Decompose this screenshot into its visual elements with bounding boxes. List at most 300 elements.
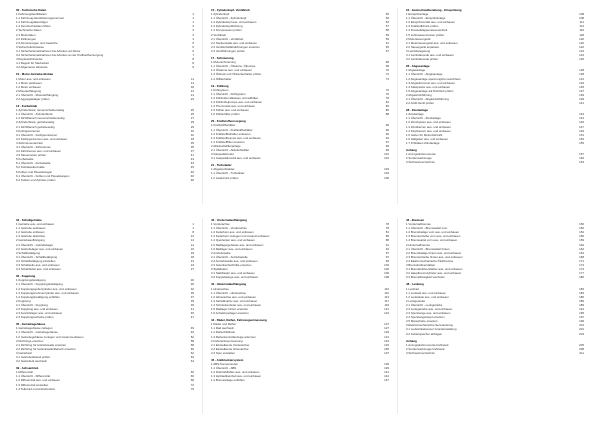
toc-page-number: 76 [385,91,389,96]
toc-entry [16,178,194,182]
toc-page-number: 191 [579,306,584,311]
toc-page-number: 147 [384,378,389,383]
toc-entry-title: 1.3 Hydraulikeinheit aus- und einbauen [211,374,262,379]
toc-page-number: 108 [579,16,584,21]
toc-page-number: 122 [579,44,584,49]
toc-entry-title: 3 Lambdaregelung [406,48,431,53]
toc-page-number: 124 [579,48,584,53]
toc-entry [211,112,389,116]
toc-entry-title: 3.3 Bremsflüssigkeit wechseln [406,275,445,280]
toc-page-number: 68 [385,64,389,69]
toc-entry [406,57,584,61]
toc-entry-title: 1.1 Übersicht - Bremssattel vorn [406,226,448,231]
toc-page-number: 33 [190,136,194,141]
toc-page-number: 152 [579,230,584,235]
toc-page-number: 156 [579,234,584,239]
toc-entry-title: 3.1 Stabilisator aus- und einbauen [211,271,255,276]
toc-entry-title: 2.4 Kupplungsscheibe prüfen [16,315,54,320]
toc-entry-title: 1.2 Drehzahlfühler aus- und einbauen [211,370,260,375]
toc-entry-title: 1.2 Kraftstoffbehälter entleeren [211,131,251,136]
toc-page-number: 114 [579,24,584,29]
toc-page-number: 116 [579,28,584,33]
toc-page-number: 131 [384,334,389,339]
toc-page-number: 68 [385,60,389,65]
toc-entry-title: 1.4 Thermostat aus- und einbauen [211,104,256,109]
toc-page-number: 174 [579,263,584,268]
toc-page-number: 128 [579,72,584,77]
toc-entry-title: 1.2 Getriebegehäuse zerlegen und zusammenbauen [16,334,84,339]
toc-entry-title: 1 Einspritzanlage [406,12,429,17]
toc-page-number: 137 [384,350,389,355]
toc-page-number: 48 [190,177,194,182]
toc-page-number: 201 [579,327,584,332]
toc-entry-title: 3.1 Gaspedalmodul aus- und einbauen [211,156,261,161]
toc-page-number: 70 [385,68,389,73]
toc-page-number: 153 [579,136,584,141]
toc-entry-title: 1.5 Radlager hinten ersetzen [211,306,249,311]
toc-page-number: 49 [190,326,194,331]
toc-entry-title: 1.3 Kupplungsnehmerzylinder aus- und einbauen [16,290,79,295]
toc-entry-title: 2 Dichtringe ersetzen [16,338,44,343]
toc-entry-title: 1.3 Kraftstoffpumpe aus- und einbauen [211,135,261,140]
toc-entry-title: 1.4 Drosselklappensteuereinheit [406,28,448,33]
toc-entry-title: 1 Vorderradbremse [406,222,431,227]
toc-page-number: 94 [385,135,389,140]
toc-entry-title: 1.4 Kompression prüfen [211,28,242,33]
toc-page-number: 14 [190,238,194,243]
toc-entry-title: 3 Sicherheitshinweise [16,44,44,49]
toc-page-number: 30 [190,278,194,283]
toc-entry-title: 3.1 Sicherheitsmaßnahmen bei Arbeiten am Motor [16,48,81,53]
toc-entry-title: 1.6 Achskörperlager ersetzen [211,311,249,316]
toc-entry [211,351,389,355]
toc-page-number: 151 [579,132,584,137]
toc-page-number: 113 [384,294,389,299]
toc-entry-title: 2.3 Spur einstellen [211,350,235,355]
toc-entry-title: 2.4 Spurstangenkopf ersetzen [406,315,445,320]
toc-page-number: 99 [385,143,389,148]
toc-page-number: 103 [384,263,389,268]
toc-page-number: 159 [579,238,584,243]
toc-page-number: 74 [385,76,389,81]
toc-entry-title: 3.3 Schaltseile aus- und einbauen [16,263,60,268]
toc-page-number: 111 [579,20,584,25]
toc-page-number: 85 [385,108,389,113]
toc-entry-title: 2 Motorsteuergerät [406,36,431,41]
document-spread-bottom [16,218,584,414]
toc-page-number: 35 [190,145,194,149]
toc-page-number: 101 [384,156,389,161]
toc-page-number: 45 [190,311,194,316]
toc-page-number: 6 [192,44,194,49]
toc-page-number: 29 [190,120,194,125]
toc-entry-title: 3.1 Lambdasonde aus- und einbauen [406,53,454,58]
toc-entry-title: 45 - Antiblockiersystem [211,358,244,362]
toc-page-number: 45 [190,165,194,170]
toc-page-number: 203 [579,331,584,336]
toc-entry-title: 4.3 Steuerzeiten prüfen [16,153,47,158]
toc-entry-title: 1.2 Ölwanne aus- und einbauen [211,68,252,73]
toc-entry-title: 1.3 Öldruck und Öldruckschalter prüfen [211,72,262,77]
toc-entry-title: 1.4 Schraubenfeder aus- und einbauen [211,302,262,307]
toc-page-number: 61 [385,40,389,45]
toc-entry-title: 4 Zahnriemenantrieb [16,140,43,145]
toc-entry-title: 30 - Kupplung [16,274,36,279]
toc-page-number: 25 [190,112,194,117]
toc-entry-title: 3 Bremskraftverstärker [406,263,436,268]
toc-entry-title: 1.1 Übersicht - Turbolader [211,171,245,176]
toc-page-number: 32 [190,128,194,133]
page-divider [202,8,203,204]
toc-page-number: 177 [579,271,584,276]
toc-entry-title: 3 Elektromechanische Servolenkung [406,323,453,328]
toc-entry-title: 3.4 Schalthebel aus- und einbauen [16,267,61,272]
toc-page-number: 199 [579,319,584,324]
toc-page-number: 110 [384,290,389,295]
toc-entry-title: 1.3 Kraftstoffdruck prüfen [406,24,439,29]
toc-page-number: 47 [190,315,194,320]
toc-entry-title: 2 Technische Daten [16,28,42,33]
toc-page-number: 16 [190,246,194,251]
toc-page-number: 50 [385,16,389,21]
toc-entry-title: 2.3 Ausrücklager aus- und einbauen [16,311,63,316]
toc-entry-title: 2 Getriebeaufhängung [16,238,45,243]
toc-page-number: 131 [579,76,584,81]
toc-entry-title: 2 Ventiltrieb [211,32,227,37]
toc-entry-title: 17 - Schmierung [211,56,234,61]
toc-page-number: 64 [190,359,194,364]
toc-entry [16,387,194,391]
toc-page-number: 133 [384,342,389,347]
toc-entry-title: 24 - Gemischaufbereitung - Einspritzung [406,8,462,12]
toc-page-number: 150 [579,226,584,231]
toc-entry-title: 2.1 Übersicht - Kupplung [16,302,48,307]
toc-entry-title: 1.4 Kraftstofffilter ersetzen [211,139,245,144]
toc-entry-title: 6.2 Kolben und Zylinder prüfen [16,177,56,182]
toc-entry-title: 1.4 Klopfsensor aus- und einbauen [406,128,451,133]
toc-entry-title: 1.3 Differenzial einstellen [16,382,49,387]
toc-entry-title: 2.1 Einstellwerte Vorderachse [211,342,250,347]
toc-page-number: 147 [579,124,584,129]
toc-page-number: 81 [385,230,389,235]
toc-entry-title: 1.4 Bremsanlage entlüften [211,378,245,383]
toc-page-number: 120 [579,40,584,45]
toc-entry-title: 3.2 Fehlerspeicher abfragen [406,331,443,336]
toc-entry-title: 44 - Räder, Reifen, Fahrzeugvermessung [211,318,267,323]
toc-entry [211,378,389,382]
toc-page-number: 58 [190,338,194,343]
toc-page-number: 7 [192,53,194,58]
toc-entry-title: 3.1 Übersicht - Schaltbetätigung [16,254,58,259]
toc-page-number: 124 [579,53,584,58]
toc-page-number: 14 [190,242,194,247]
toc-page-number: 205 [579,342,584,347]
toc-entry-title: 13 - Kurbeltrieb [16,104,38,109]
toc-page-number: 143 [579,112,584,117]
toc-entry-title: 15 - Zylinderkopf, Ventiltrieb [211,8,250,12]
toc-page-number: 162 [579,246,584,251]
toc-page-number: 195 [579,311,584,316]
toc-entry-title: 2.2 Antriebswelle aus- und einbauen [211,258,258,263]
toc-page [211,218,389,414]
toc-entry-title: 1.2 Bremsbeläge vorn aus- und einbauen [406,230,460,235]
toc-entry-title: 1.4 Bremssattel vorn aus- und einbauen [406,238,458,243]
toc-page-number: 21 [190,88,194,93]
toc-entry-title: 2 Sonderwerkzeuge [406,156,432,161]
toc-page-number: 149 [579,128,584,133]
toc-page-number: 103 [384,167,389,172]
toc-entry-title: 2.1 Motordaten [16,32,36,37]
toc-page-number: 92 [385,131,389,136]
toc-entry-title: 2.2 Bremsbeläge hinten aus- und einbauen [406,250,462,255]
toc-entry [211,77,389,81]
toc-entry-title: 1.3 Reifenkontrollanzeige anlernen [211,334,256,339]
toc-page-number: 37 [190,149,194,154]
toc-page-number: 21 [190,92,194,97]
toc-page-number: 90 [385,123,389,128]
toc-entry-title: 2.4 Ventilführungen prüfen [211,48,245,53]
toc-entry-title: 2 Antriebswelle [211,250,231,255]
toc-entry-title: 1.1 Lenkrad aus- und einbauen [406,290,447,295]
toc-entry-title: 1 Abgasanlage [406,68,426,73]
toc-entry-title: 2 Hinterradbremse [406,242,430,247]
toc-page-number: 1 [192,20,194,25]
toc-entry [211,49,389,53]
toc-page-number: 157 [579,152,584,157]
toc-entry-title: 1.1 Übersicht - Ölwanne, Ölpumpe [211,64,256,69]
toc-entry-title: 3.2 Getriebeöl wechseln [16,359,48,364]
toc-page-number: 18 [190,254,194,259]
toc-page-number: 135 [579,84,584,89]
toc-entry-title: 1.3 Abgaskrümmer aus- und einbauen [406,80,456,85]
toc-entry-title: 3 Keilrippenriemen [16,128,41,133]
toc-entry-title: 2.3 Bremsscheibe hinten aus- und einbauen [406,254,463,259]
toc-entry-title: 1.4 Tellerrad und Antriebsritzel [16,386,55,391]
toc-entry [406,332,584,336]
toc-page-number: 141 [579,101,584,106]
toc-entry-title: 1.2 Zylinderkopf aus- und einbauen [211,20,257,25]
toc-page-number: 211 [579,350,584,355]
toc-entry-title: 3.1 Übersicht - Keilrippenriemen [16,132,58,137]
toc-entry-title: 2.4 Elektromechanische Parkbremse [406,258,454,263]
toc-page-number: 110 [384,286,389,291]
toc-page-number: 57 [385,24,389,29]
toc-entry-title: 4.2 Zahnriemen aus- und einbauen [16,149,61,154]
toc-entry-title: 1.1 Übersicht - Zylinderblock [16,112,53,117]
toc-entry-title: 1.5 Radlagergehäuse aus- und einbauen [211,242,264,247]
toc-entry [406,351,584,355]
toc-entry [16,315,194,319]
toc-entry-title: 34 - Schaltgetriebe [16,218,42,222]
toc-page-number: 168 [579,254,584,259]
toc-entry-title: 2.3 Abmessungen und Gewichte [16,40,58,45]
toc-page-number: 137 [579,88,584,93]
toc-entry-title: 1.2 Ladedruck prüfen [211,175,239,180]
toc-entry-title: 2 Fahrwerksvermessung [211,338,243,343]
toc-entry-title: 1.2 Fahrzeugdatenträger [16,20,48,25]
toc-page-number: 37 [190,294,194,299]
toc-entry [211,275,389,279]
toc-entry-title: 2 Zylinderblock, getriebeseitig [16,120,55,125]
toc-entry-title: 1 Motorschmierung [211,60,236,65]
toc-entry [16,359,194,363]
toc-entry-title: 3.2 Sicherheitsmaßnahmen bei Arbeiten an der Kraftstoffversorgung [16,53,104,58]
toc-page-number: 129 [384,330,389,335]
toc-page-number: 97 [385,139,389,144]
toc-page-number: 78 [385,95,389,100]
toc-entry-title: 5.2 Kurbelwellenmaße [16,165,45,170]
toc-entry-title: 1.6 Radlager aus- und einbauen [211,246,253,251]
toc-entry-title: 2.5 Manschette ersetzen [406,319,438,324]
toc-page [16,8,194,204]
toc-entry-title: 1.1 Übersicht - Hinterachse [211,290,247,295]
toc-entry-title: 1 Fahrzeugidentifikation [16,12,47,17]
toc-entry-title: 1.1 Übersicht - ABS [211,366,237,371]
toc-entry-title: 5.1 Übersicht - Kurbelwelle [16,161,51,166]
toc-entry-title: 2 Aktivkohlefilteranlage [211,143,241,148]
toc-page-number: 52 [385,20,389,25]
toc-entry-title: 1.2 Zündspulen aus- und einbauen [406,120,451,125]
toc-entry-title: 2.1 Übersicht - Motoraufhängung [16,92,59,97]
toc-entry-title: 6 Kolben und Pleuelstangen [16,169,53,174]
toc-entry-title: 1.1 Rad wechseln [211,326,234,331]
toc-entry [406,101,584,105]
toc-page [16,218,194,414]
toc-page-number: 183 [579,290,584,295]
toc-entry-title: 1.1 Übersicht - Vorderachse [211,226,247,231]
toc-entry-title: 2.1 Dichtflansch getriebeseitig [16,124,55,129]
toc-page-number: 49 [190,330,194,335]
toc-page-number: 32 [190,132,194,137]
toc-page-number: 88 [385,238,389,243]
toc-page-number: 58 [385,28,389,33]
toc-page-number: 189 [579,302,584,307]
toc-entry-title: 1.1 Getriebe ausbauen [16,226,46,231]
toc-entry-title: 1 Zylinderkopf [211,12,230,17]
toc-entry-title: 39 - Achsantrieb [16,366,39,371]
toc-entry-title: 1 Hinterachse [211,286,229,291]
toc-entry-title: 1.4 Querlenker aus- und einbauen [211,238,255,243]
toc-page-number: 83 [385,104,389,109]
toc-entry-title: 1.1 Übersicht - Kühlsystem [211,91,246,96]
toc-page-number: 72 [190,382,194,387]
toc-entry-title: 1 Räder und Reifen [211,322,237,327]
toc-entry-title: 2 Kupplung [16,298,31,303]
toc-entry-title: 1.2 Kühlmittel ablassen und auffüllen [211,95,259,100]
toc-page-number: 67 [385,48,389,53]
toc-entry-title: 3.2 Schaltbetätigung einstellen [16,258,56,263]
page-divider [202,218,203,414]
toc-page-number: 117 [384,298,389,303]
toc-page-number: 108 [384,275,389,280]
toc-entry-title: 1.2 Abgasanlage spannungsfrei ausrichten [406,76,461,81]
toc-page-number: 1 [192,12,194,17]
toc-page-number: 85 [385,234,389,239]
toc-entry-title: 1.2 Kupplungsgeberzylinder aus- und einbauen [16,286,77,291]
toc-page-number: 27 [190,116,194,121]
toc-entry-title: 1 Zündanlage [406,112,424,117]
toc-page-number: 72 [385,72,389,77]
toc-entry-title: 1.1 Übersicht - Getriebegehäuse [16,330,58,335]
toc-page-number: 133 [384,338,389,343]
toc-page-number: 65 [385,44,389,49]
toc-page-number: 39 [190,298,194,303]
toc-entry-title: 1.1 Motor ausbauen [16,80,42,85]
toc-page-number: 143 [579,116,584,121]
toc-entry [211,156,389,160]
toc-entry-title: 2.3 Gelenkschutzhülle ersetzen [211,263,252,268]
toc-page-number: 5 [192,40,194,45]
toc-entry-title: 2.2 Aggregatelager prüfen [16,96,50,101]
toc-entry-title: 1.2 Einspritzventile aus- und einbauen [406,20,456,25]
toc-entry-title: 1 Anzugsdrehmomente Fahrwerk [406,342,449,347]
toc-entry-title: 2 Motoraufhängung [16,88,42,93]
toc-entry-title: 3 Getriebeöl [16,350,32,355]
toc-page-number: 108 [579,12,584,17]
toc-page-number: 141 [384,370,389,375]
toc-entry-title: 1.3 Zylinderkopfdichtung [211,24,243,29]
toc-page-number: 101 [384,152,389,157]
toc-page-number: 8 [192,230,194,235]
toc-entry-title: 2.1 Übersicht - Ventiltrieb [211,36,244,41]
toc-page-number: 46 [190,169,194,174]
toc-page-number: 62 [190,350,194,355]
toc-entry [406,275,584,279]
toc-page-number: 119 [384,302,389,307]
toc-page-number: 3 [192,32,194,37]
toc-page-number: 66 [190,370,194,375]
toc-page-number: 163 [579,160,584,165]
toc-entry-title: 1.3 Kennbuchstaben Motor [16,24,51,29]
toc-page-number: 99 [385,258,389,263]
toc-entry-title: 1.7 Prüfdaten Zündanlage [406,140,440,145]
toc-entry-title: 1 Getriebe aus- und einbauen [16,222,55,227]
toc-page-number: 197 [579,315,584,320]
toc-page-number: 66 [190,374,194,379]
toc-page-number: 97 [385,250,389,255]
toc-page-number: 78 [385,226,389,231]
toc-entry-title: 00 - Technische Daten [16,8,47,12]
toc-entry-title: 19 - Kühlung [211,83,229,88]
toc-page-number: 186 [579,294,584,299]
toc-entry-title: 2 Lenkgetriebe [406,298,426,303]
toc-page-number: 139 [384,366,389,371]
toc-entry-title: 1.2 Federbein aus- und einbauen [211,230,254,235]
toc-page-number: 144 [384,374,389,379]
toc-entry-title: 2.3 Ventilschaftabdichtungen ersetzen [211,44,260,49]
toc-entry-title: 1 Kühlsystem [211,87,229,92]
toc-page-number: 145 [579,120,584,125]
toc-page-number: 128 [579,68,584,73]
toc-page-number: 25 [190,108,194,113]
toc-page-number: 50 [385,12,389,17]
toc-entry-title: 1.5 Geber für Motordrehzahl [406,132,443,137]
toc-entry-title: 1.2 Hinterachse aus- und einbauen [211,294,256,299]
toc-entry-title: 1 Kraftstoffbehälter [211,123,236,128]
toc-entry-title: 1.2 Reifenfülldruck [211,330,235,335]
toc-entry-title: 1.1 Übersicht - Kupplungsbetätigung [16,282,63,287]
toc-page-number: 106 [384,175,389,180]
toc-entry-title: 1 Vorderachse [211,222,230,227]
toc-entry-title: 2.1 Übersicht - Aktivkohlefilter [211,148,250,152]
toc-entry-title: 40 - Vorderradaufhängung [211,218,247,222]
page-divider [397,8,398,204]
toc-page-number: 1 [192,226,194,231]
toc-page-number: 58 [190,342,194,347]
toc-entry-title: 21 - Turbolader [211,163,232,168]
toc-entry-title: 3.2 Lambdasonde prüfen [406,57,439,62]
toc-entry-title: 2.2 Einstellwerte Hinterachse [211,346,249,351]
